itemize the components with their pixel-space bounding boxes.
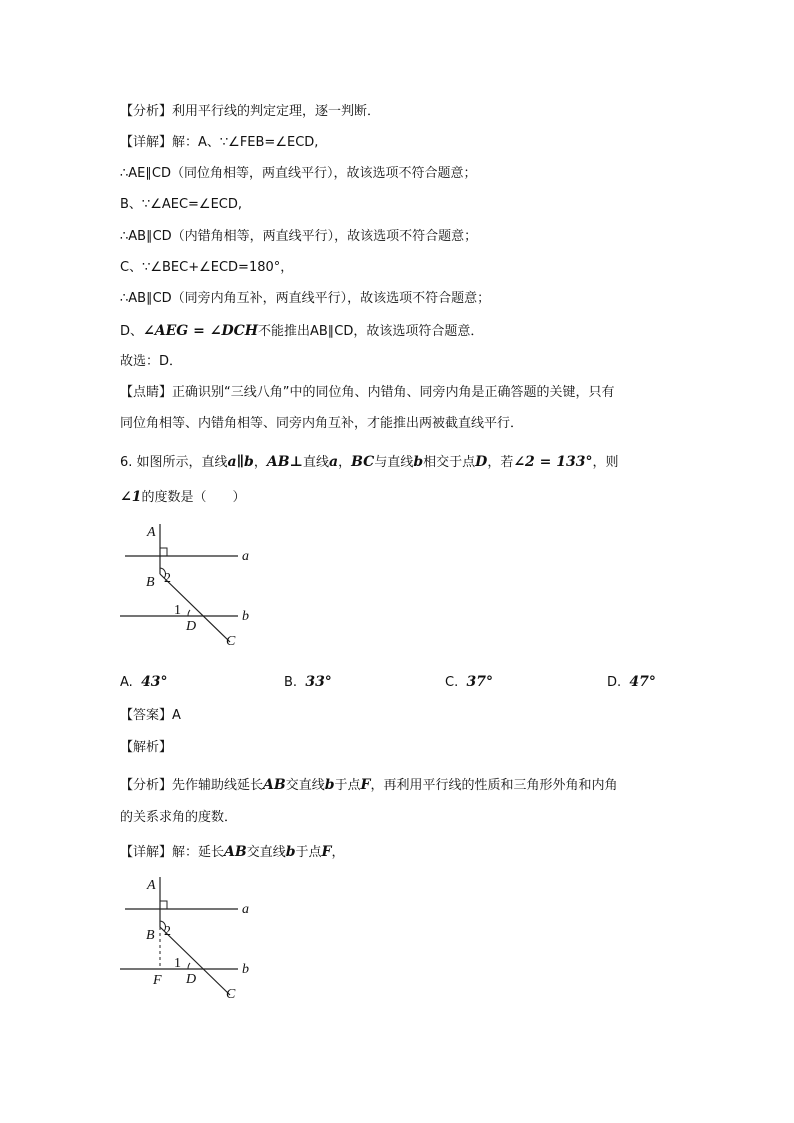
choice-line: 故选：D． — [120, 354, 183, 369]
label-A: A — [147, 525, 156, 540]
d-math: ∠AEG = ∠DCH — [143, 323, 258, 339]
question-6-line-2 — [120, 488, 246, 507]
q6-de-m3: F — [321, 844, 332, 860]
q6-m6: D — [475, 454, 488, 470]
q6-de-t3: 于点 — [295, 845, 322, 860]
label-a-2: a — [242, 902, 249, 917]
label-B: B — [146, 575, 155, 590]
q6-t5: 与直线 — [374, 455, 414, 470]
q6-t3: 直线 — [302, 455, 329, 470]
option-d[interactable] — [607, 674, 656, 690]
detail-a2: ∴AE∥CD（同位角相等，两直线平行），故该选项不符合题意； — [120, 166, 477, 181]
label-b-2: b — [242, 962, 249, 977]
q6-an-t2: 交直线 — [285, 778, 325, 793]
d-prefix: D、 — [120, 324, 144, 339]
detail-c2: ∴AB∥CD（同旁内角互补，两直线平行），故该选项不符合题意； — [120, 291, 491, 306]
q6-t2: ， — [253, 455, 267, 470]
label-A-2: A — [147, 878, 156, 893]
q6-an-m3: F — [360, 777, 371, 793]
option-d-letter: D. — [607, 675, 622, 690]
q6-an-m2: b — [324, 777, 335, 793]
label-1: 1 — [174, 603, 181, 618]
analysis-line: 【分析】利用平行线的判定定理，逐一判断． — [120, 104, 381, 119]
q6-m1: a∥b — [227, 454, 254, 470]
q6-detail-line — [120, 843, 345, 862]
q6-de-m1: AB — [224, 844, 247, 860]
label-D-2: D — [186, 972, 197, 987]
label-1-2: 1 — [174, 956, 181, 971]
q6-m2: AB⊥ — [266, 454, 303, 470]
q6-de-t2: 交直线 — [246, 845, 286, 860]
detail-c1: C、∵∠BEC+∠ECD=180°， — [120, 260, 294, 275]
q6-an-t3: 于点 — [334, 778, 361, 793]
geometry-figure-1 — [110, 518, 270, 653]
option-d-value: 47° — [629, 674, 656, 690]
answer-line: 【答案】A — [120, 708, 181, 723]
q6-m4: BC — [351, 454, 375, 470]
q6-m8: ∠1 — [120, 489, 142, 505]
option-a-value: 43° — [141, 674, 168, 690]
label-C-2: C — [226, 987, 236, 1002]
comment-line-1: 【点睛】正确识别“三线八角”中的同位角、内错角、同旁内角是正确答题的关键，只有 — [120, 385, 615, 400]
option-a[interactable] — [120, 674, 168, 690]
q6-an-m1: AB — [263, 777, 286, 793]
q6-t8: ，则 — [592, 455, 619, 470]
jiexi-line: 【解析】 — [120, 740, 173, 755]
detail-a1: 【详解】解：A、∵∠FEB=∠ECD, — [120, 135, 319, 150]
detail-d — [120, 322, 483, 341]
option-c-value: 37° — [466, 674, 493, 690]
q6-de-t1: 【详解】解：延长 — [120, 845, 225, 860]
option-b-value: 33° — [305, 674, 332, 690]
q6-analysis-line-1 — [120, 776, 618, 795]
detail-b1: B、∵∠AEC=∠ECD, — [120, 197, 243, 212]
label-C: C — [226, 634, 236, 649]
option-b-letter: B. — [284, 675, 298, 690]
q6-m3: a — [329, 454, 339, 470]
q6-m7: ∠2 = 133° — [513, 454, 593, 470]
label-b: b — [242, 609, 249, 624]
q6-m5: b — [413, 454, 424, 470]
q6-t9: 的度数是（ ） — [141, 490, 246, 505]
d-suffix: 不能推出AB∥CD，故该选项符合题意． — [257, 324, 484, 339]
q6-an-t4: ，再利用平行线的性质和三角形外角和内角 — [370, 778, 618, 793]
label-2-2: 2 — [164, 924, 171, 939]
option-b[interactable] — [284, 674, 332, 690]
label-a: a — [242, 549, 249, 564]
option-c-letter: C. — [445, 675, 459, 690]
q6-analysis-line-2: 的关系求角的度数． — [120, 810, 238, 825]
label-2: 2 — [164, 571, 171, 586]
comment-line-2: 同位角相等、内错角相等、同旁内角互补，才能推出两被截直线平行． — [120, 416, 524, 431]
label-B-2: B — [146, 928, 155, 943]
question-6-line-1 — [120, 453, 619, 472]
q6-t6: 相交于点 — [423, 455, 476, 470]
option-c[interactable] — [445, 674, 493, 690]
option-a-letter: A. — [120, 675, 133, 690]
q6-t4: ， — [338, 455, 352, 470]
detail-b2: ∴AB∥CD（内错角相等，两直线平行），故该选项不符合题意； — [120, 229, 478, 244]
geometry-figure-2 — [110, 871, 270, 1006]
q6-de-t4: ， — [331, 845, 345, 860]
q6-de-m2: b — [285, 844, 296, 860]
q6-t1: 6. 如图所示，直线 — [120, 455, 228, 470]
q6-an-t1: 【分析】先作辅助线延长 — [120, 778, 264, 793]
q6-t7: ，若 — [487, 455, 514, 470]
label-D: D — [186, 619, 197, 634]
label-F: F — [153, 973, 162, 988]
